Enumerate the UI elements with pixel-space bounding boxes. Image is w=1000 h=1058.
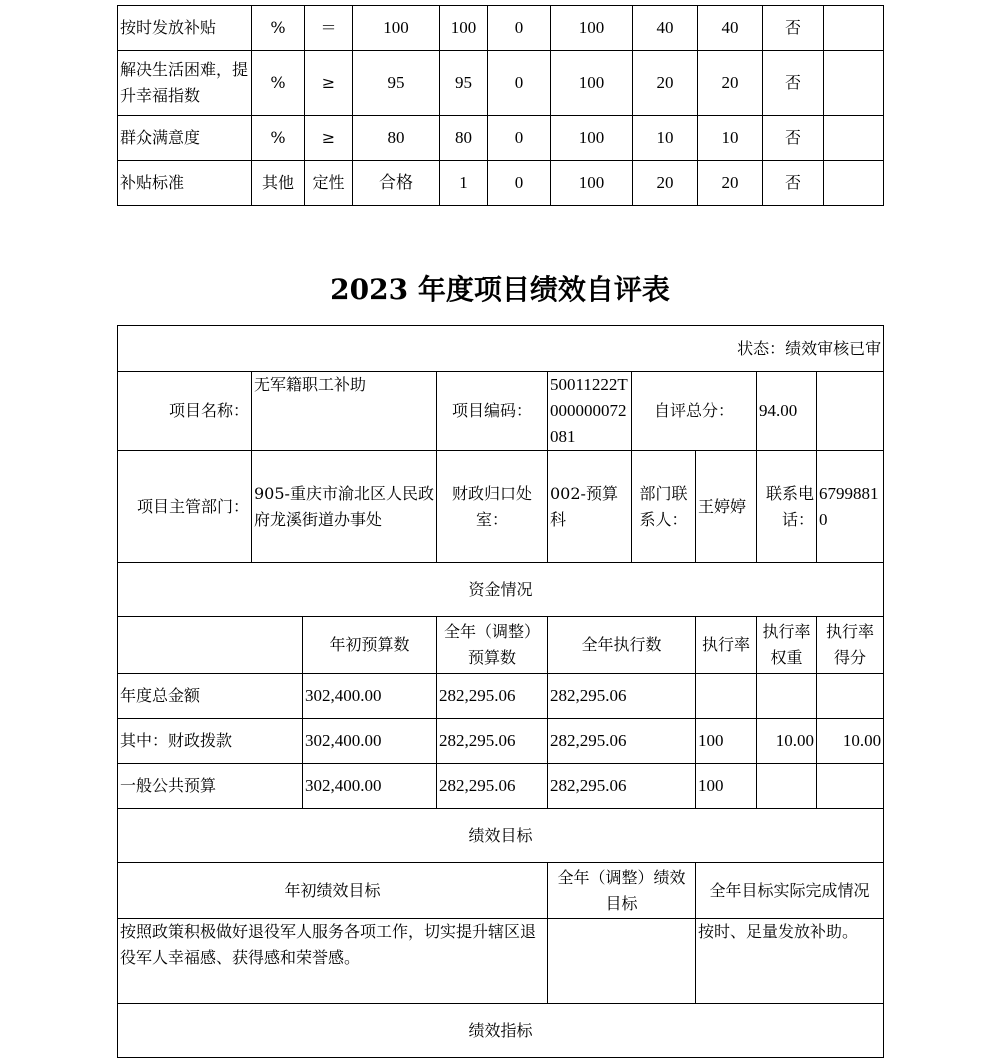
indicator-deviation: 0 bbox=[488, 161, 551, 206]
funds-row-score bbox=[817, 764, 884, 809]
indicator-flag: 否 bbox=[763, 6, 824, 51]
funds-row-rate: 100 bbox=[696, 719, 757, 764]
funds-header-executed: 全年执行数 bbox=[548, 617, 696, 674]
indicator-weight: 40 bbox=[633, 6, 698, 51]
funds-row-weight: 10.00 bbox=[757, 719, 817, 764]
phone-label: 联系电话： bbox=[757, 451, 817, 563]
indicator-score: 40 bbox=[698, 6, 763, 51]
indicator-operator: ＝ bbox=[305, 6, 353, 51]
self-evaluation-table bbox=[117, 325, 884, 1058]
indicator-target: 95 bbox=[353, 51, 440, 116]
goals-adjusted-text bbox=[548, 919, 696, 1004]
goals-header-adjusted: 全年（调整）绩效目标 bbox=[548, 863, 696, 919]
indicator-target: 80 bbox=[353, 116, 440, 161]
indicators-section-title: 绩效指标 bbox=[118, 1004, 884, 1058]
indicator-name: 解决生活困难，提升幸福指数 bbox=[118, 51, 252, 116]
status-cell: 状态：绩效审核已审 bbox=[118, 326, 884, 372]
project-name-value: 无军籍职工补助 bbox=[252, 372, 437, 451]
indicator-rate: 100 bbox=[551, 161, 633, 206]
funds-row-weight bbox=[757, 764, 817, 809]
dept-value: 905-重庆市渝北区人民政府龙溪街道办事处 bbox=[252, 451, 437, 563]
indicator-flag: 否 bbox=[763, 51, 824, 116]
indicator-unit: 其他 bbox=[252, 161, 305, 206]
funds-row-adjusted: 282,295.06 bbox=[437, 764, 548, 809]
contact-value: 王婷婷 bbox=[696, 451, 757, 563]
funds-row-rate bbox=[696, 674, 757, 719]
funds-row-executed: 282,295.06 bbox=[548, 719, 696, 764]
indicator-deviation: 0 bbox=[488, 6, 551, 51]
indicator-flag: 否 bbox=[763, 116, 824, 161]
indicator-deviation: 0 bbox=[488, 51, 551, 116]
funds-row-initial: 302,400.00 bbox=[303, 674, 437, 719]
funds-row-initial: 302,400.00 bbox=[303, 764, 437, 809]
indicator-score: 20 bbox=[698, 161, 763, 206]
indicator-row bbox=[118, 6, 884, 51]
project-name-label: 项目名称： bbox=[118, 372, 252, 451]
indicator-weight: 20 bbox=[633, 161, 698, 206]
indicator-table bbox=[117, 5, 884, 206]
funds-header-blank bbox=[118, 617, 303, 674]
indicator-deviation: 0 bbox=[488, 116, 551, 161]
dept-label: 项目主管部门： bbox=[118, 451, 252, 563]
indicator-extra bbox=[824, 6, 884, 51]
indicator-target: 合格 bbox=[353, 161, 440, 206]
funds-row-rate: 100 bbox=[696, 764, 757, 809]
funds-row bbox=[118, 764, 884, 809]
funds-header-score: 执行率得分 bbox=[817, 617, 884, 674]
funds-section-title: 资金情况 bbox=[118, 563, 884, 617]
goals-header-initial: 年初绩效目标 bbox=[118, 863, 548, 919]
office-value: 002-预算科 bbox=[548, 451, 632, 563]
self-score-value: 94.00 bbox=[757, 372, 817, 451]
indicator-extra bbox=[824, 116, 884, 161]
empty-cell bbox=[817, 372, 884, 451]
indicator-actual: 80 bbox=[440, 116, 488, 161]
indicator-operator: ≥ bbox=[305, 116, 353, 161]
indicator-operator: ≥ bbox=[305, 51, 353, 116]
indicator-extra bbox=[824, 51, 884, 116]
indicator-weight: 20 bbox=[633, 51, 698, 116]
indicator-operator: 定性 bbox=[305, 161, 353, 206]
funds-row-weight bbox=[757, 674, 817, 719]
indicator-unit: % bbox=[252, 116, 305, 161]
funds-row bbox=[118, 674, 884, 719]
goals-section-title: 绩效目标 bbox=[118, 809, 884, 863]
funds-header-weight: 执行率权重 bbox=[757, 617, 817, 674]
indicator-row bbox=[118, 116, 884, 161]
funds-row-adjusted: 282,295.06 bbox=[437, 674, 548, 719]
funds-row-label: 一般公共预算 bbox=[118, 764, 303, 809]
project-code-value: 50011222T000000072081 bbox=[548, 372, 632, 451]
indicator-rate: 100 bbox=[551, 116, 633, 161]
indicator-extra bbox=[824, 161, 884, 206]
office-label: 财政归口处室： bbox=[437, 451, 548, 563]
funds-header-initial: 年初预算数 bbox=[303, 617, 437, 674]
goals-header-actual: 全年目标实际完成情况 bbox=[696, 863, 884, 919]
indicator-row bbox=[118, 161, 884, 206]
funds-row bbox=[118, 719, 884, 764]
funds-row-label: 其中：财政拨款 bbox=[118, 719, 303, 764]
indicator-name: 按时发放补贴 bbox=[118, 6, 252, 51]
indicator-row bbox=[118, 51, 884, 116]
funds-row-executed: 282,295.06 bbox=[548, 674, 696, 719]
goals-actual-text: 按时、足量发放补助。 bbox=[696, 919, 884, 1004]
goals-initial-text: 按照政策积极做好退役军人服务各项工作，切实提升辖区退役军人幸福感、获得感和荣誉感。 bbox=[118, 919, 548, 1004]
funds-row-score: 10.00 bbox=[817, 719, 884, 764]
funds-header-adjusted: 全年（调整）预算数 bbox=[437, 617, 548, 674]
indicator-flag: 否 bbox=[763, 161, 824, 206]
page-title: 2023 年度项目绩效自评表 bbox=[330, 273, 670, 306]
project-code-label: 项目编码： bbox=[437, 372, 548, 451]
indicator-target: 100 bbox=[353, 6, 440, 51]
indicator-name: 补贴标准 bbox=[118, 161, 252, 206]
indicator-actual: 100 bbox=[440, 6, 488, 51]
indicator-weight: 10 bbox=[633, 116, 698, 161]
indicator-rate: 100 bbox=[551, 6, 633, 51]
self-score-label: 自评总分： bbox=[632, 372, 757, 451]
indicator-name: 群众满意度 bbox=[118, 116, 252, 161]
indicator-actual: 1 bbox=[440, 161, 488, 206]
indicator-score: 20 bbox=[698, 51, 763, 116]
funds-row-executed: 282,295.06 bbox=[548, 764, 696, 809]
indicator-unit: % bbox=[252, 6, 305, 51]
funds-row-adjusted: 282,295.06 bbox=[437, 719, 548, 764]
funds-row-label: 年度总金额 bbox=[118, 674, 303, 719]
funds-row-initial: 302,400.00 bbox=[303, 719, 437, 764]
phone-value: 67998810 bbox=[817, 451, 884, 563]
indicator-unit: % bbox=[252, 51, 305, 116]
indicator-actual: 95 bbox=[440, 51, 488, 116]
funds-header-rate: 执行率 bbox=[696, 617, 757, 674]
indicator-score: 10 bbox=[698, 116, 763, 161]
funds-row-score bbox=[817, 674, 884, 719]
indicator-rate: 100 bbox=[551, 51, 633, 116]
contact-label: 部门联系人： bbox=[632, 451, 696, 563]
